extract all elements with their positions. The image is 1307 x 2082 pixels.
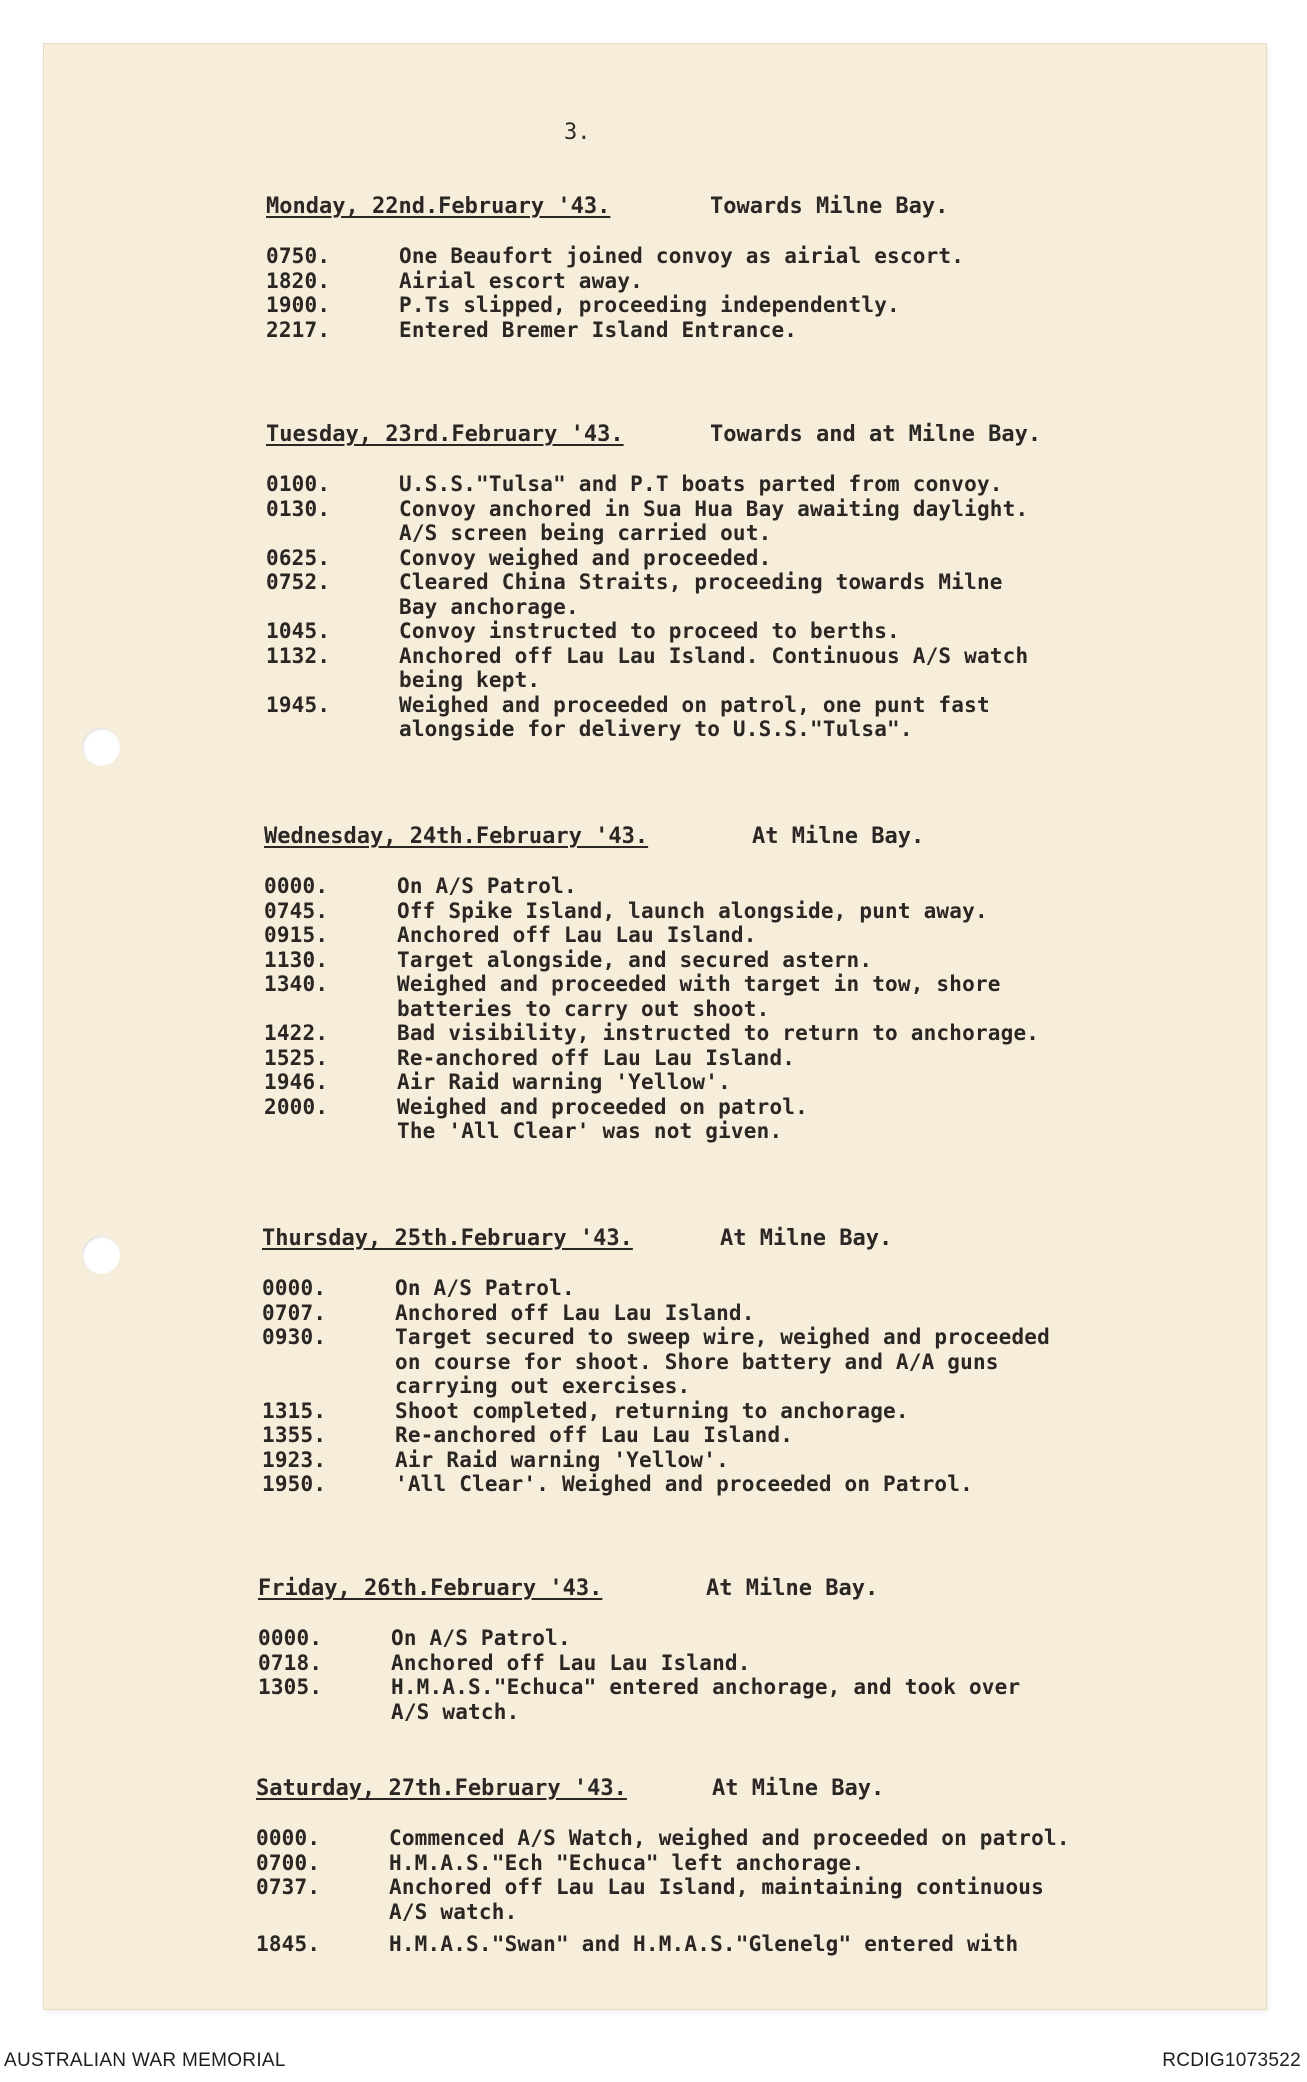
entry-text: Air Raid warning 'Yellow'. <box>397 1070 731 1094</box>
entry-text: Target secured to sweep wire, weighed and proceeded on course for shoot. Shore battery and A/A guns carrying out exercises. <box>395 1325 1050 1398</box>
log-entry <box>262 1423 1307 1448</box>
log-entry <box>266 619 1307 644</box>
entry-time: 0707. <box>262 1300 327 1325</box>
entry-time: 2000. <box>264 1094 329 1119</box>
log-entry <box>262 1325 1307 1399</box>
log-entry <box>266 269 1307 294</box>
entry-time: 1945. <box>266 692 331 717</box>
entry-time: 0718. <box>258 1650 323 1675</box>
log-entry <box>266 293 1307 318</box>
entry-time: 1305. <box>258 1675 323 1699</box>
day-location: At Milne Bay. <box>720 1226 893 1251</box>
day-date: Friday, 26th.February '43. <box>258 1576 603 1601</box>
entry-text: Anchored off Lau Lau Island. <box>397 923 757 947</box>
entry-text: Air Raid warning 'Yellow'. <box>395 1447 729 1472</box>
log-entry <box>266 644 1307 693</box>
entry-text: U.S.S."Tulsa" and P.T boats parted from convoy. <box>399 472 1003 496</box>
entry-time: 1820. <box>266 268 331 293</box>
entry-time: 0745. <box>264 898 329 923</box>
entry-text: Re-anchored off Lau Lau Island. <box>395 1423 794 1447</box>
entry-text: Anchored off Lau Lau Island. Continuous A/S watch being kept. <box>399 643 1029 692</box>
entry-text: Convoy anchored in Sua Hua Bay awaiting daylight. A/S screen being carried out. <box>399 496 1029 545</box>
log-entry <box>266 244 1307 269</box>
entry-time: 1315. <box>262 1398 327 1423</box>
log-entry <box>264 923 1307 948</box>
entry-text: Anchored off Lau Lau Island. <box>395 1300 755 1325</box>
entry-list <box>258 1626 1307 1724</box>
entry-text: Weighed and proceeded on patrol. The 'All Clear' was not given. <box>397 1094 808 1143</box>
log-entry <box>256 1932 1307 1957</box>
entry-time: 0000. <box>264 874 329 898</box>
day-date: Monday, 22nd.February '43. <box>266 194 611 219</box>
log-entry <box>258 1626 1307 1651</box>
day-header <box>266 422 1307 458</box>
day-header <box>262 1226 1307 1262</box>
entry-list <box>262 1276 1307 1497</box>
day-header <box>264 824 1307 860</box>
log-entry <box>262 1399 1307 1424</box>
entry-text: Anchored off Lau Lau Island. <box>391 1650 751 1675</box>
entry-list <box>256 1826 1307 1957</box>
entry-text: Off Spike Island, launch alongside, punt away. <box>397 898 988 923</box>
log-entry <box>264 948 1307 973</box>
log-entry <box>264 1070 1307 1095</box>
entry-text: Bad visibility, instructed to return to anchorage. <box>397 1021 1040 1045</box>
entry-text: Weighed and proceeded with target in tow, shore batteries to carry out shoot. <box>397 972 1001 1021</box>
entry-time: 1950. <box>262 1472 327 1496</box>
entry-text: H.M.A.S."Ech "Echuca" left anchorage. <box>389 1850 865 1875</box>
entry-time: 1045. <box>266 619 331 643</box>
day-header <box>266 194 1307 230</box>
entry-text: Commenced A/S Watch, weighed and proceeded on patrol. <box>389 1826 1070 1850</box>
entry-time: 0130. <box>266 496 331 521</box>
entry-time: 1900. <box>266 293 331 317</box>
entry-text: Airial escort away. <box>399 268 644 293</box>
day-header <box>256 1776 1307 1812</box>
entry-text: Re-anchored off Lau Lau Island. <box>397 1045 796 1070</box>
entry-time: 0930. <box>262 1325 327 1349</box>
log-entry <box>262 1276 1307 1301</box>
page-number: 3. <box>564 120 591 145</box>
log-entry <box>256 1851 1307 1876</box>
entry-time: 1355. <box>262 1423 327 1447</box>
entry-time: 0000. <box>258 1626 323 1650</box>
entry-text: Convoy instructed to proceed to berths. <box>399 619 900 643</box>
entry-time: 0000. <box>262 1276 327 1300</box>
day-location: At Milne Bay. <box>706 1576 879 1601</box>
entry-time: 1845. <box>256 1932 321 1956</box>
day-date: Wednesday, 24th.February '43. <box>264 824 649 849</box>
day-section <box>256 1776 1307 1957</box>
entry-text: Target alongside, and secured astern. <box>397 947 873 972</box>
log-entry <box>256 1875 1307 1924</box>
entry-time: 0750. <box>266 244 331 268</box>
day-location: At Milne Bay. <box>752 824 925 849</box>
log-entry <box>264 1095 1307 1144</box>
log-entry <box>264 1046 1307 1071</box>
entry-text: Cleared China Straits, proceeding towards Milne Bay anchorage. <box>399 570 1003 619</box>
entry-text: P.Ts slipped, proceeding independently. <box>399 293 900 317</box>
log-entry <box>266 497 1307 546</box>
day-section <box>258 1576 1307 1724</box>
log-entry <box>266 318 1307 343</box>
punch-hole <box>82 728 120 766</box>
entry-time: 0100. <box>266 472 331 496</box>
log-entry <box>266 693 1307 742</box>
day-location: Towards Milne Bay. <box>710 194 949 219</box>
day-date: Tuesday, 23rd.February '43. <box>266 422 624 447</box>
day-header <box>258 1576 1307 1612</box>
log-entry <box>262 1301 1307 1326</box>
entry-text: H.M.A.S."Swan" and H.M.A.S."Glenelg" entered with <box>389 1932 1019 1956</box>
entry-text: Entered Bremer Island Entrance. <box>399 317 798 342</box>
entry-text: Weighed and proceeded on patrol, one punt fast alongside for delivery to U.S.S."Tulsa". <box>399 692 990 741</box>
footer-archive-name: AUSTRALIAN WAR MEMORIAL <box>4 2050 286 2071</box>
entry-list <box>266 244 1307 342</box>
entry-time: 1132. <box>266 643 331 668</box>
day-section <box>262 1226 1307 1497</box>
entry-text: H.M.A.S."Echuca" entered anchorage, and took over A/S watch. <box>391 1675 1021 1724</box>
entry-text: 'All Clear'. Weighed and proceeded on Patrol. <box>395 1472 973 1496</box>
entry-text: One Beaufort joined convoy as airial escort. <box>399 244 965 268</box>
day-section <box>266 422 1307 742</box>
entry-time: 0625. <box>266 545 331 570</box>
log-entry <box>264 874 1307 899</box>
footer-record-id: RCDIG1073522 <box>1162 2050 1301 2071</box>
document-page <box>44 44 1266 2009</box>
log-entry <box>264 1021 1307 1046</box>
punch-hole <box>82 1236 120 1274</box>
day-section <box>264 824 1307 1144</box>
day-section <box>266 194 1307 342</box>
entry-time: 1422. <box>264 1021 329 1045</box>
day-date: Saturday, 27th.February '43. <box>256 1776 627 1801</box>
log-entry <box>266 546 1307 571</box>
log-entry <box>264 972 1307 1021</box>
entry-text: On A/S Patrol. <box>395 1276 575 1300</box>
log-entry <box>256 1826 1307 1851</box>
entry-text: Shoot completed, returning to anchorage. <box>395 1398 909 1423</box>
entry-time: 0737. <box>256 1875 321 1899</box>
entry-list <box>266 472 1307 742</box>
entry-time: 0915. <box>264 923 329 947</box>
entry-time: 1130. <box>264 947 329 972</box>
entry-text: On A/S Patrol. <box>391 1626 571 1650</box>
day-date: Thursday, 25th.February '43. <box>262 1226 633 1251</box>
log-entry <box>258 1675 1307 1724</box>
entry-time: 0000. <box>256 1826 321 1850</box>
day-location: At Milne Bay. <box>712 1776 885 1801</box>
entry-text: On A/S Patrol. <box>397 874 577 898</box>
entry-text: Convoy weighed and proceeded. <box>399 545 772 570</box>
day-location: Towards and at Milne Bay. <box>710 422 1042 447</box>
log-entry <box>266 570 1307 619</box>
entry-time: 0752. <box>266 570 331 594</box>
entry-time: 1946. <box>264 1070 329 1094</box>
entry-time: 0700. <box>256 1850 321 1875</box>
entry-time: 1923. <box>262 1447 327 1472</box>
entry-time: 1525. <box>264 1045 329 1070</box>
log-entry <box>266 472 1307 497</box>
entry-text: Anchored off Lau Lau Island, maintaining continuous A/S watch. <box>389 1875 1044 1924</box>
entry-time: 1340. <box>264 972 329 996</box>
entry-list <box>264 874 1307 1144</box>
log-entry <box>264 899 1307 924</box>
log-entry <box>262 1472 1307 1497</box>
entry-time: 2217. <box>266 317 331 342</box>
log-entry <box>258 1651 1307 1676</box>
log-entry <box>262 1448 1307 1473</box>
